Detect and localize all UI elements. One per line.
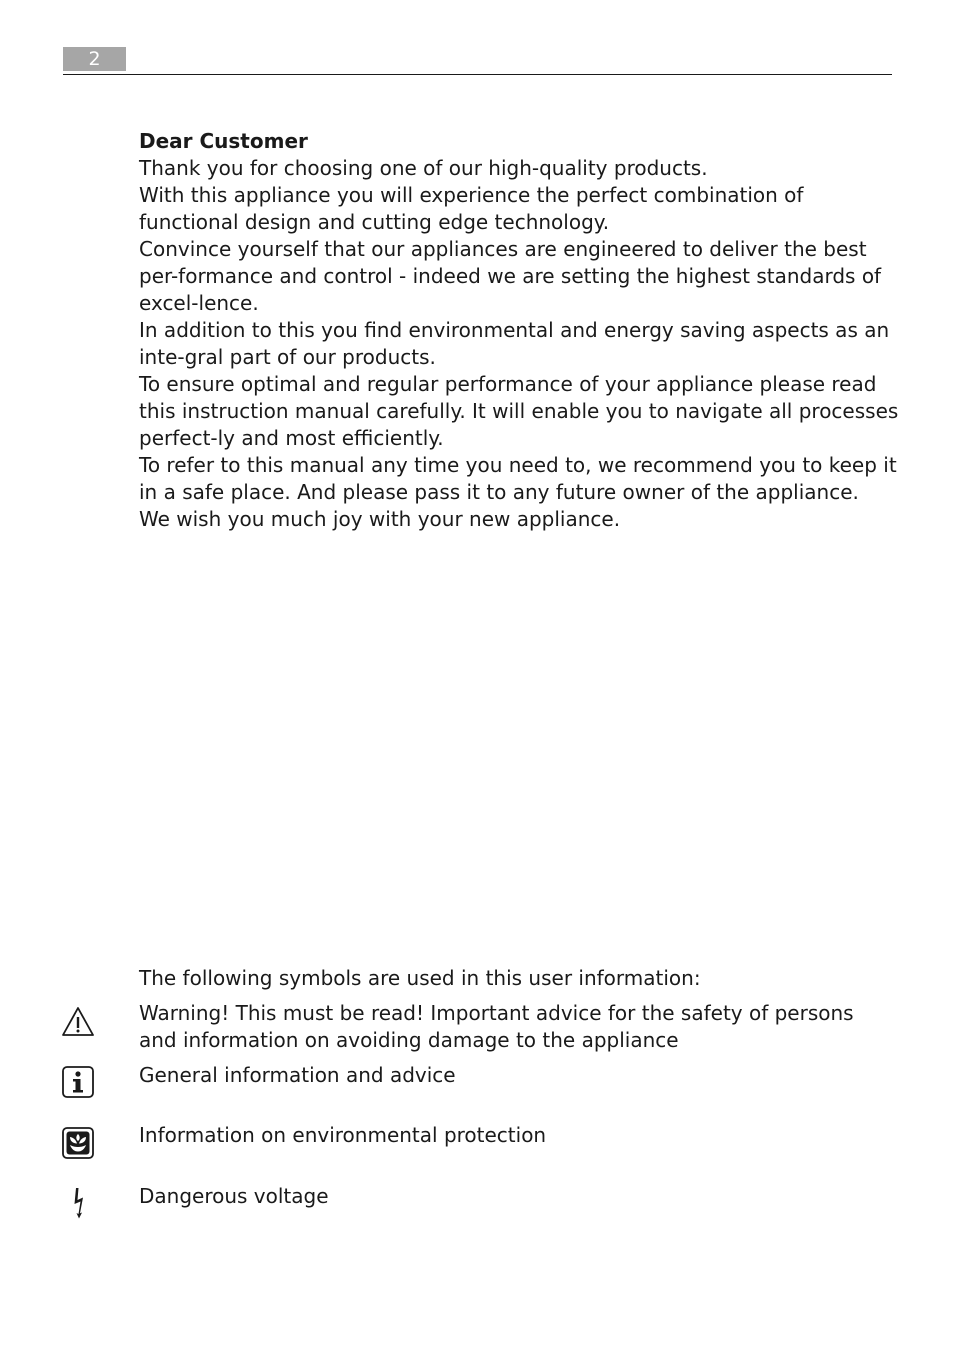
intro-paragraph: In addition to this you find environmental and energy saving aspects as an inte-gral part of our products. [139,318,890,369]
intro-paragraph: With this appliance you will experience the perfect combination of functional design and cutting edge technology. [139,183,804,234]
symbol-text-voltage: Dangerous voltage [139,1184,329,1208]
intro-section [139,128,899,533]
symbol-text-environment: Information on environmental protection [139,1123,547,1147]
intro-paragraph: Convince yourself that our appliances are engineered to deliver the best per-formance and control - indeed we are setting the highest standards of excel-lence. [139,237,882,315]
symbols-intro: The following symbols are used in this user information: [139,966,701,990]
intro-paragraph: We wish you much joy with your new appliance. [139,507,621,531]
intro-paragraph: To refer to this manual any time you need to, we recommend you to keep it in a safe place. And please pass it to any future owner of the appliance. [139,453,897,504]
intro-heading: Dear Customer [139,129,308,153]
warning-triangle-icon [60,1004,96,1040]
intro-paragraph: Thank you for choosing one of our high-quality products. [139,156,708,180]
voltage-icon [60,1185,96,1221]
symbol-text-warning: Warning! This must be read! Important advice for the safety of persons and information on avoiding damage to the appliance [139,1001,854,1052]
header-rule [63,74,892,75]
intro-paragraph: To ensure optimal and regular performance of your appliance please read this instruction manual carefully. It will enable you to navigate all processes perfect-ly and most efficiently. [139,372,899,450]
environment-icon [60,1125,96,1161]
symbol-text-info: General information and advice [139,1063,456,1087]
page-number: 2 [63,47,126,71]
info-icon [60,1064,96,1100]
